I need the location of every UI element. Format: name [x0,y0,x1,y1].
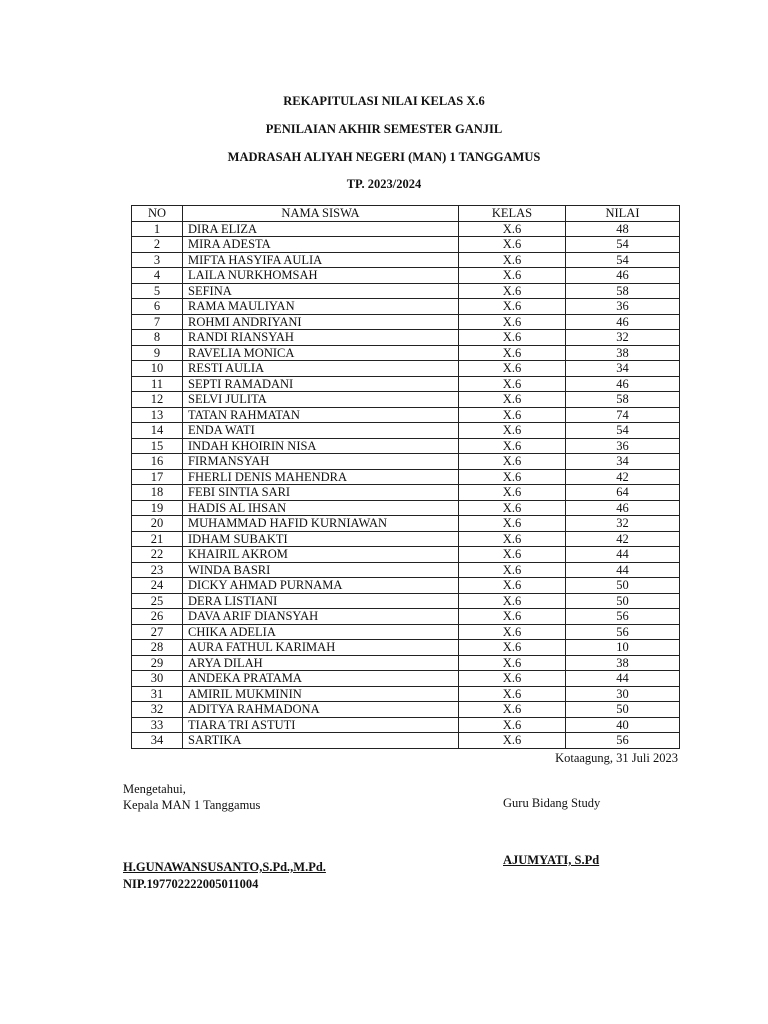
table-row [132,640,680,656]
class-cell: X.6 [459,392,566,408]
table-row [132,547,680,563]
grade-cell: 44 [566,671,680,687]
class-cell: X.6 [459,500,566,516]
teacher-name: AJUMYATI, S.Pd [503,853,600,867]
table-row [132,717,680,733]
row-number: 23 [132,562,183,578]
teacher-title: Guru Bidang Study [503,796,601,810]
student-name: RAMA MAULIYAN [183,299,459,315]
grade-cell: 54 [566,237,680,253]
table-row [132,593,680,609]
student-name: SEFINA [183,283,459,299]
table-row [132,686,680,702]
student-name: LAILA NURKHOMSAH [183,268,459,284]
row-number: 16 [132,454,183,470]
student-name: KHAIRIL AKROM [183,547,459,563]
acknowledgement-label: Mengetahui, [123,782,186,796]
table-row [132,392,680,408]
row-number: 34 [132,733,183,749]
student-name: RAVELIA MONICA [183,345,459,361]
grade-cell: 36 [566,438,680,454]
table-row [132,469,680,485]
class-cell: X.6 [459,531,566,547]
student-name: RESTI AULIA [183,361,459,377]
student-name: RANDI RIANSYAH [183,330,459,346]
school-year: TP. 2023/2024 [346,177,422,191]
class-cell: X.6 [459,562,566,578]
grade-cell: 56 [566,609,680,625]
grade-cell: 44 [566,562,680,578]
row-number: 31 [132,686,183,702]
grade-cell: 54 [566,423,680,439]
class-cell: X.6 [459,268,566,284]
table-row [132,221,680,237]
row-number: 4 [132,268,183,284]
class-cell: X.6 [459,314,566,330]
table-row [132,252,680,268]
table-row [132,609,680,625]
student-name: ARYA DILAH [183,655,459,671]
class-cell: X.6 [459,516,566,532]
document-subtitle: PENILAIAN AKHIR SEMESTER GANJIL [265,122,503,136]
grades-table [131,205,680,749]
class-cell: X.6 [459,299,566,315]
grade-cell: 46 [566,376,680,392]
table-row [132,702,680,718]
grade-cell: 10 [566,640,680,656]
student-name: AMIRIL MUKMININ [183,686,459,702]
grade-cell: 54 [566,252,680,268]
class-cell: X.6 [459,252,566,268]
row-number: 24 [132,578,183,594]
table-row [132,516,680,532]
principal-nip: NIP.197702222005011004 [123,877,259,891]
student-name: TIARA TRI ASTUTI [183,717,459,733]
row-number: 9 [132,345,183,361]
student-name: ANDEKA PRATAMA [183,671,459,687]
student-name: FIRMANSYAH [183,454,459,470]
student-name: DIRA ELIZA [183,221,459,237]
grade-cell: 30 [566,686,680,702]
table-row [132,531,680,547]
row-number: 20 [132,516,183,532]
class-cell: X.6 [459,671,566,687]
grade-cell: 40 [566,717,680,733]
class-cell: X.6 [459,330,566,346]
grade-cell: 34 [566,361,680,377]
row-number: 3 [132,252,183,268]
row-number: 26 [132,609,183,625]
row-number: 25 [132,593,183,609]
table-row [132,454,680,470]
student-name: HADIS AL IHSAN [183,500,459,516]
principal-name: H.GUNAWANSUSANTO,S.Pd.,M.Pd. [123,860,326,874]
row-number: 10 [132,361,183,377]
grade-cell: 50 [566,578,680,594]
class-cell: X.6 [459,547,566,563]
column-header-kelas: KELAS [459,206,566,222]
row-number: 11 [132,376,183,392]
grade-cell: 42 [566,469,680,485]
student-name: SEPTI RAMADANI [183,376,459,392]
row-number: 6 [132,299,183,315]
student-name: AURA FATHUL KARIMAH [183,640,459,656]
row-number: 12 [132,392,183,408]
grade-cell: 46 [566,268,680,284]
row-number: 19 [132,500,183,516]
row-number: 29 [132,655,183,671]
row-number: 17 [132,469,183,485]
table-row [132,268,680,284]
table-row [132,299,680,315]
table-header-row [132,206,680,222]
student-name: INDAH KHOIRIN NISA [183,438,459,454]
row-number: 21 [132,531,183,547]
student-name: MIFTA HASYIFA AULIA [183,252,459,268]
grade-cell: 56 [566,733,680,749]
row-number: 18 [132,485,183,501]
grade-cell: 38 [566,655,680,671]
student-name: DICKY AHMAD PURNAMA [183,578,459,594]
table-row [132,500,680,516]
table-row [132,376,680,392]
class-cell: X.6 [459,593,566,609]
class-cell: X.6 [459,469,566,485]
table-row [132,624,680,640]
student-name: ENDA WATI [183,423,459,439]
school-name: MADRASAH ALIYAH NEGERI (MAN) 1 TANGGAMUS [227,150,541,164]
table-row [132,733,680,749]
student-name: CHIKA ADELIA [183,624,459,640]
grade-cell: 50 [566,702,680,718]
grade-cell: 32 [566,330,680,346]
grade-cell: 58 [566,392,680,408]
table-body [132,221,680,748]
table-row [132,438,680,454]
table-row [132,407,680,423]
grade-cell: 48 [566,221,680,237]
grade-cell: 64 [566,485,680,501]
class-cell: X.6 [459,423,566,439]
grade-cell: 46 [566,314,680,330]
row-number: 27 [132,624,183,640]
table-row [132,562,680,578]
class-cell: X.6 [459,407,566,423]
column-header-nilai: NILAI [566,206,680,222]
grade-cell: 58 [566,283,680,299]
class-cell: X.6 [459,609,566,625]
document-title: REKAPITULASI NILAI KELAS X.6 [283,94,485,108]
grade-cell: 36 [566,299,680,315]
student-name: TATAN RAHMATAN [183,407,459,423]
grade-cell: 46 [566,500,680,516]
row-number: 30 [132,671,183,687]
student-name: SELVI JULITA [183,392,459,408]
grade-cell: 32 [566,516,680,532]
student-name: ROHMI ANDRIYANI [183,314,459,330]
table-row [132,345,680,361]
row-number: 7 [132,314,183,330]
class-cell: X.6 [459,221,566,237]
table-row [132,423,680,439]
class-cell: X.6 [459,733,566,749]
student-name: FHERLI DENIS MAHENDRA [183,469,459,485]
row-number: 15 [132,438,183,454]
student-name: MIRA ADESTA [183,237,459,253]
student-name: SARTIKA [183,733,459,749]
grade-cell: 34 [566,454,680,470]
class-cell: X.6 [459,624,566,640]
class-cell: X.6 [459,345,566,361]
class-cell: X.6 [459,454,566,470]
class-cell: X.6 [459,283,566,299]
table-row [132,314,680,330]
grade-cell: 50 [566,593,680,609]
table-row [132,578,680,594]
table-row [132,485,680,501]
class-cell: X.6 [459,717,566,733]
grade-cell: 44 [566,547,680,563]
grade-cell: 56 [566,624,680,640]
class-cell: X.6 [459,438,566,454]
table-row [132,671,680,687]
class-cell: X.6 [459,686,566,702]
class-cell: X.6 [459,237,566,253]
row-number: 33 [132,717,183,733]
student-name: WINDA BASRI [183,562,459,578]
class-cell: X.6 [459,376,566,392]
grade-cell: 42 [566,531,680,547]
principal-title: Kepala MAN 1 Tanggamus [123,798,261,812]
place-date: Kotaagung, 31 Juli 2023 [555,751,678,765]
table-row [132,361,680,377]
class-cell: X.6 [459,361,566,377]
student-name: IDHAM SUBAKTI [183,531,459,547]
table-row [132,655,680,671]
student-name: DERA LISTIANI [183,593,459,609]
row-number: 32 [132,702,183,718]
student-name: DAVA ARIF DIANSYAH [183,609,459,625]
student-name: ADITYA RAHMADONA [183,702,459,718]
column-header-no: NO [132,206,183,222]
row-number: 2 [132,237,183,253]
grade-cell: 74 [566,407,680,423]
row-number: 5 [132,283,183,299]
class-cell: X.6 [459,578,566,594]
row-number: 14 [132,423,183,439]
table-row [132,330,680,346]
table-row [132,237,680,253]
class-cell: X.6 [459,655,566,671]
table-row [132,283,680,299]
student-name: MUHAMMAD HAFID KURNIAWAN [183,516,459,532]
row-number: 1 [132,221,183,237]
class-cell: X.6 [459,640,566,656]
grade-cell: 38 [566,345,680,361]
column-header-nama-siswa: NAMA SISWA [183,206,459,222]
row-number: 8 [132,330,183,346]
student-name: FEBI SINTIA SARI [183,485,459,501]
class-cell: X.6 [459,485,566,501]
row-number: 28 [132,640,183,656]
class-cell: X.6 [459,702,566,718]
row-number: 13 [132,407,183,423]
row-number: 22 [132,547,183,563]
